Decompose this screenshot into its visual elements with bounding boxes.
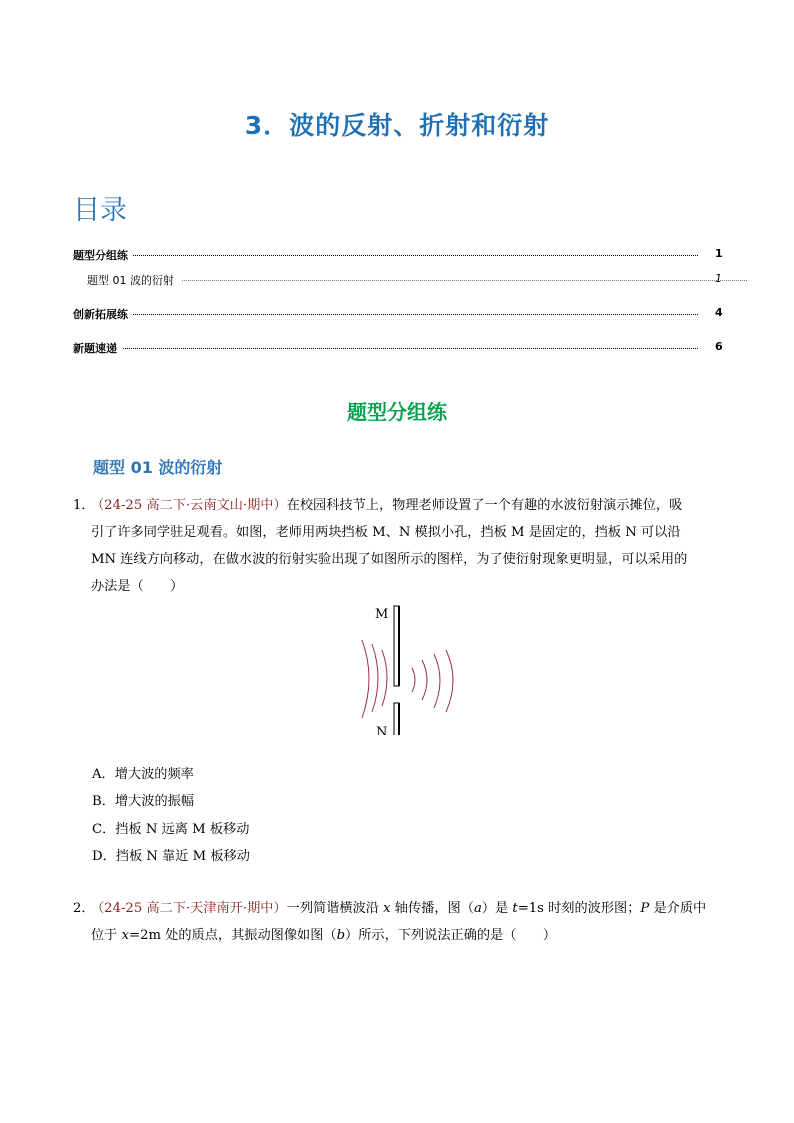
toc-entry-label: 新题速递 (73, 342, 117, 355)
toc-entry-label: 题型 01 波的衍射 (87, 274, 174, 287)
section-heading: 题型分组练 (347, 400, 447, 424)
toc-leader-dots (133, 255, 698, 256)
option-a[interactable]: A．增大波的频率 (92, 767, 194, 782)
variable-a: a (473, 901, 482, 916)
question-text: 位于 (91, 928, 122, 943)
question-number: 1． (73, 498, 95, 513)
diffracted-wavefronts (412, 650, 453, 712)
question-text: 是介质中 (649, 901, 707, 916)
variable-t: t (512, 901, 518, 916)
label-n: N (376, 725, 388, 735)
toc-entry-page: 4 (715, 306, 723, 319)
question-text: 轴传播，图（ (390, 901, 474, 916)
toc-entry[interactable] (73, 306, 723, 320)
question-source: （24-25 高二下·云南文山·期中） (91, 498, 287, 513)
question-line: 引了许多同学驻足观看。如图，老师用两块挡板 M、N 模拟小孔，挡板 M 是固定的，挡板 N 可以沿 (91, 525, 681, 540)
question-2 (73, 895, 725, 949)
toc-entry-label: 创新拓展练 (73, 308, 128, 321)
toc-leader-dots (182, 280, 747, 281)
option-d[interactable]: D．挡板 N 靠近 M 板移动 (92, 849, 250, 864)
question-source: （24-25 高二下·天津南开·期中） (91, 901, 287, 916)
variable-p: P (640, 901, 650, 916)
label-m: M (375, 607, 389, 622)
toc-entry-label: 题型分组练 (73, 249, 128, 262)
toc-entry-page: 6 (715, 340, 723, 353)
toc-heading: 目录 (73, 195, 127, 226)
question-text: =2m 处的质点，其振动图像如图（ (129, 928, 337, 943)
toc-entry[interactable] (73, 247, 723, 261)
question-text: ）是 (481, 901, 513, 916)
toc-entry-page: 1 (715, 247, 723, 260)
question-1 (73, 492, 725, 600)
question-line (91, 895, 725, 922)
variable-x: x (121, 928, 130, 943)
question-text: ）所示，下列说法正确的是（ ） (345, 928, 557, 943)
option-c[interactable]: C．挡板 N 远离 M 板移动 (92, 822, 250, 837)
question-type-heading: 题型 01 波的衍射 (93, 458, 223, 477)
question-line (91, 492, 725, 519)
toc-entry-page: 1 (715, 272, 722, 285)
variable-x: x (383, 901, 391, 916)
question-line: MN 连线方向移动，在做水波的衍射实验出现了如图所示的图样，为了使衍射现象更明显，可以采用的 (91, 552, 688, 567)
option-b[interactable]: B．增大波的振幅 (92, 794, 195, 809)
question-line: 办法是（ ） (91, 579, 184, 594)
variable-b: b (336, 928, 346, 943)
question-number: 2． (73, 901, 95, 916)
question-line (91, 922, 725, 949)
toc-leader-dots (133, 314, 698, 315)
document-title: 3．波的反射、折射和衍射 (244, 111, 550, 140)
toc-leader-dots (123, 348, 698, 349)
diffraction-figure (340, 600, 470, 735)
toc-entry[interactable] (73, 340, 723, 354)
question-text: 一列简谐横波沿 (286, 901, 384, 916)
incident-wavefronts (362, 640, 387, 718)
question-text: =1s 时刻的波形图； (517, 901, 641, 916)
question-text: 在校园科技节上，物理老师设置了一个有趣的水波衍射演示摊位，吸 (286, 498, 683, 513)
toc-entry[interactable] (87, 272, 723, 286)
